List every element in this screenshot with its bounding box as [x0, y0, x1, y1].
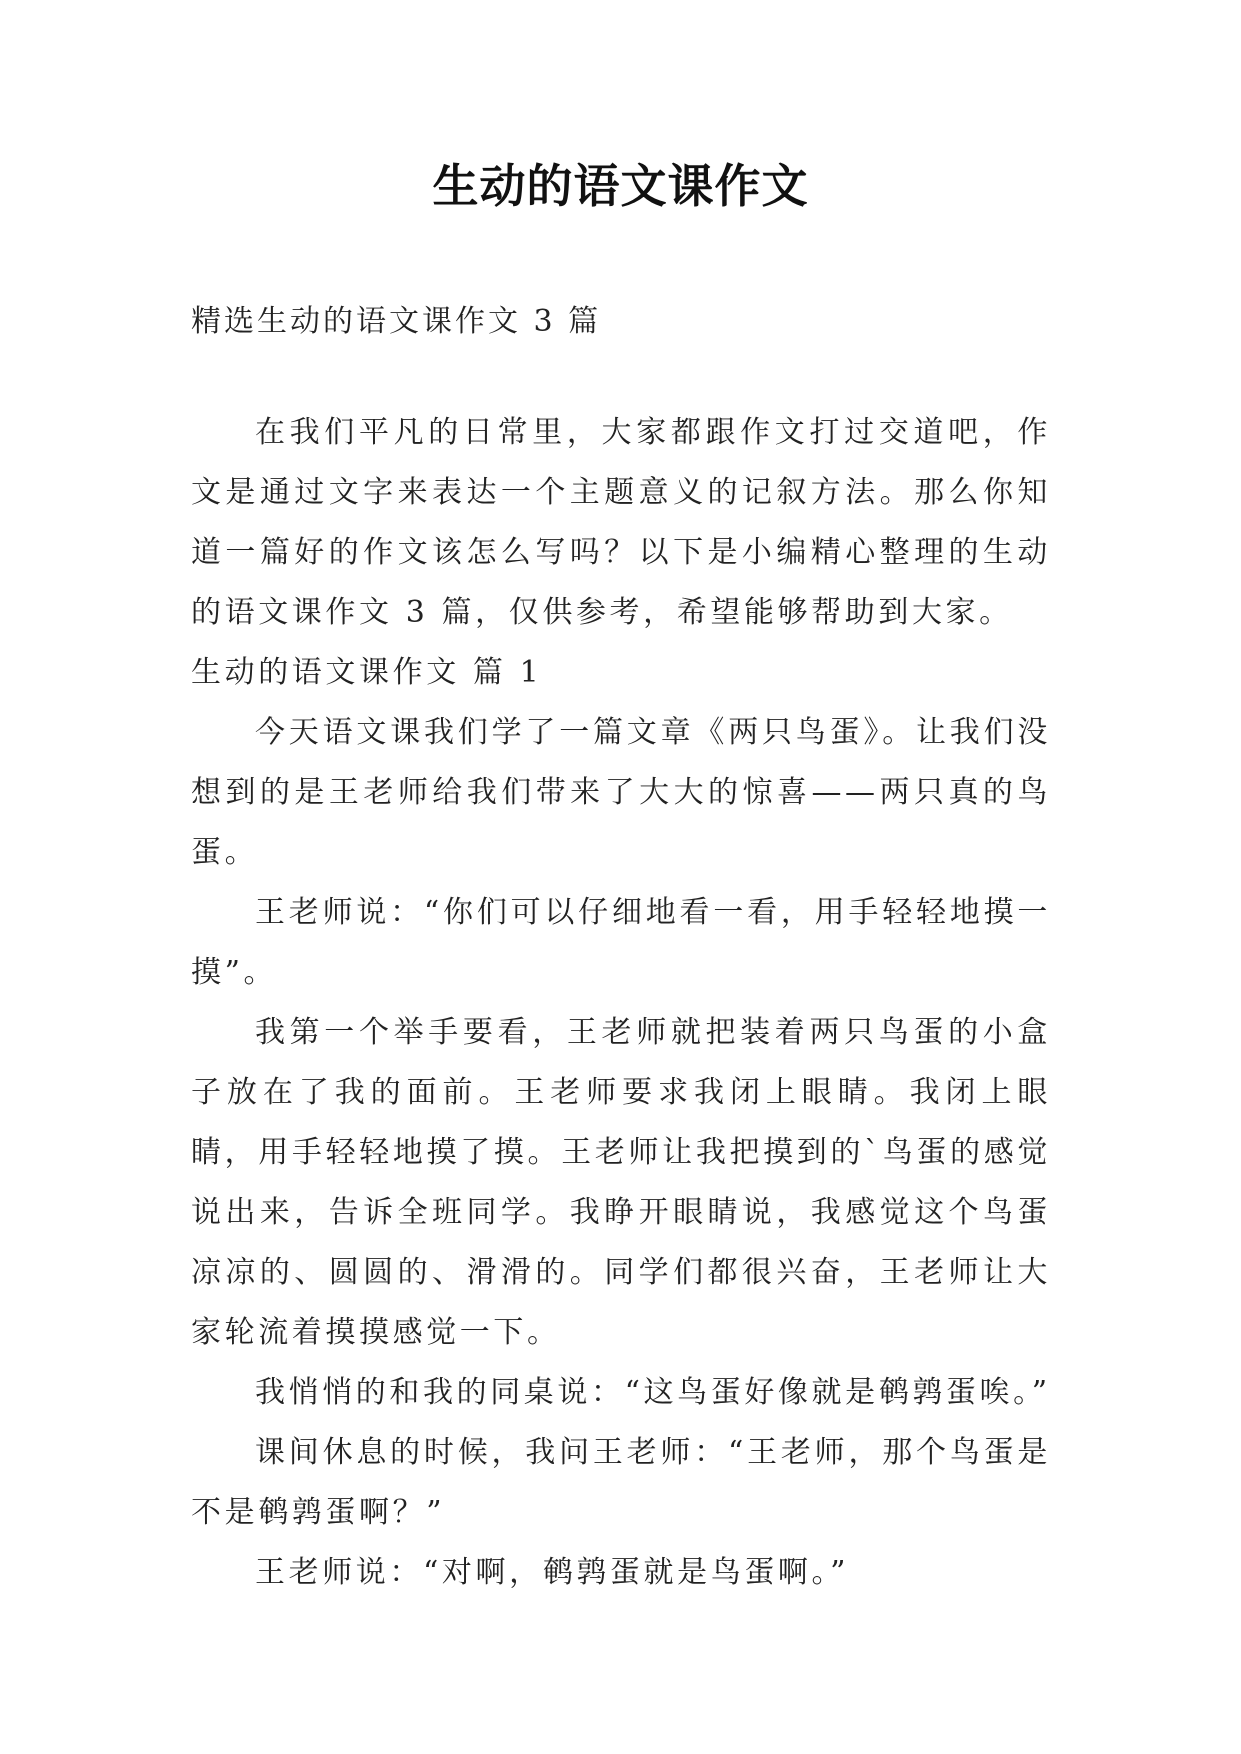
document-subtitle: 精选生动的语文课作文 3 篇: [191, 304, 602, 339]
paragraph: 王老师说：“对啊，鹌鹑蛋就是鸟蛋啊。”: [255, 1555, 850, 1590]
paragraph: 我第一个举手要看，王老师就把装着两只鸟蛋的小盒子放在了我的面前。王老师要求我闭上眼睛。我闭上眼睛，用手轻轻地摸了摸。王老师让我把摸到的`鸟蛋的感觉说出来，告诉全班同学。我睁开眼睛说，我感觉这个鸟蛋凉凉的、圆圆的、滑滑的。同学们都很兴奋，王老师让大家轮流着摸摸感觉一下。: [191, 1015, 1051, 1350]
paragraph: 王老师说：“你们可以仔细地看一看，用手轻轻地摸一摸”。: [191, 895, 1051, 990]
paragraph: 今天语文课我们学了一篇文章《两只鸟蛋》。让我们没想到的是王老师给我们带来了大大的惊喜——两只真的鸟蛋。: [191, 715, 1051, 870]
paragraph: 我悄悄的和我的同桌说：“这鸟蛋好像就是鹌鹑蛋唉。”: [255, 1375, 1051, 1410]
paragraph-intro: 在我们平凡的日常里，大家都跟作文打过交道吧，作文是通过文字来表达一个主题意义的记叙方法。那么你知道一篇好的作文该怎么写吗？以下是小编精心整理的生动的语文课作文 3 篇，仅供参考，希望能够帮助到大家。: [191, 415, 1051, 630]
paragraph: 课间休息的时候，我问王老师：“王老师，那个鸟蛋是不是鹌鹑蛋啊？”: [191, 1435, 1051, 1530]
document-title: 生动的语文课作文: [432, 159, 809, 213]
document-body: [191, 403, 1051, 1603]
section-heading: 生动的语文课作文 篇 1: [191, 655, 543, 690]
